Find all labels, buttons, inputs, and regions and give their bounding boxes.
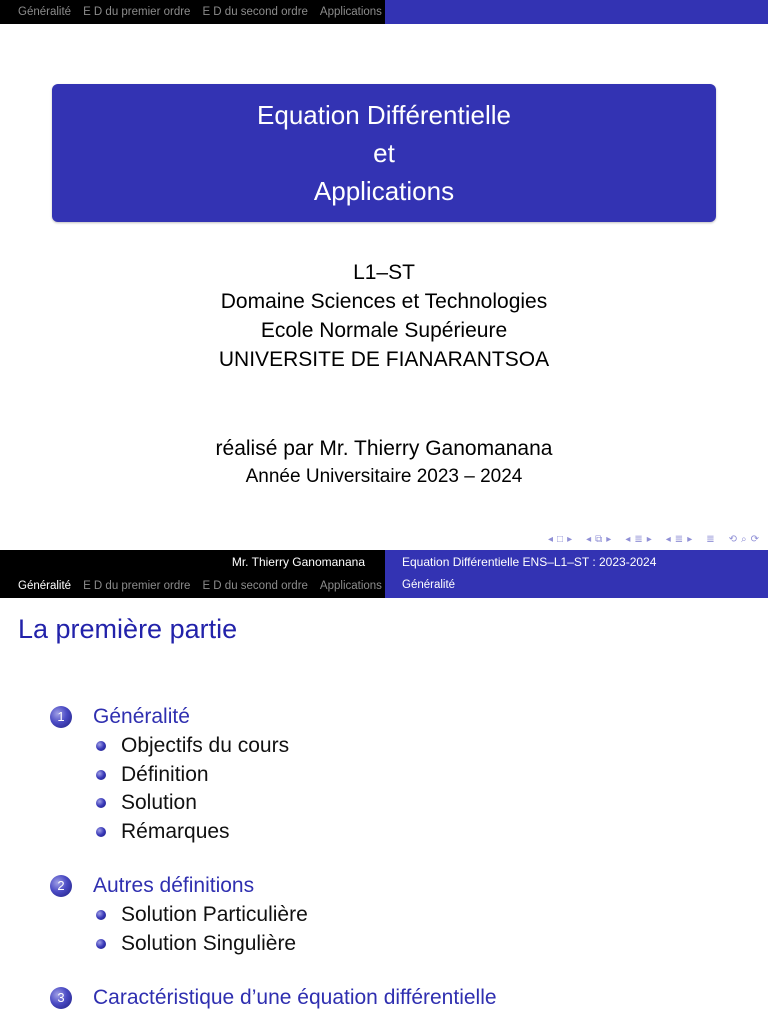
course-level: L1–ST <box>353 261 415 284</box>
section-number-badge: 1 <box>50 706 72 728</box>
bullet-icon <box>96 939 106 949</box>
toc-subsection-label: Solution Particulière <box>121 903 308 927</box>
next-section-icon[interactable]: ▸ <box>687 533 693 545</box>
toc-subsection-label: Rémarques <box>121 819 230 843</box>
toc-section[interactable] <box>50 702 750 732</box>
nav-section-applications[interactable]: Applications <box>319 6 382 18</box>
nav-section-generalite[interactable]: Généralité <box>18 6 72 18</box>
nav-section-premier-ordre[interactable]: E D du premier ordre <box>83 580 191 592</box>
toc-subsection-label: Définition <box>121 762 209 786</box>
toc-subsection[interactable] <box>96 901 750 930</box>
university-name: UNIVERSITE DE FIANARANTSOA <box>218 348 550 371</box>
header-right-panel <box>385 550 768 598</box>
next-frame-icon[interactable]: ▸ <box>606 533 612 545</box>
domain-name: Domaine Sciences et Technologies <box>220 290 548 313</box>
slide-icon[interactable]: □ <box>557 533 564 545</box>
toc-section-label: Autres définitions <box>93 874 255 897</box>
section-nav-list <box>0 0 385 24</box>
school-name: Ecole Normale Supérieure <box>260 319 508 342</box>
nav-section-second-ordre[interactable]: E D du second ordre <box>202 6 308 18</box>
title-block <box>52 84 716 222</box>
header-left-panel <box>0 550 385 598</box>
institution-block <box>0 258 768 374</box>
back-icon[interactable]: ⟲ <box>728 533 737 545</box>
beamer-navigation-symbols <box>547 531 760 547</box>
section-number-badge: 3 <box>50 987 72 1009</box>
title-line-2: et <box>373 138 395 168</box>
toc-subsection[interactable] <box>96 818 750 847</box>
toc-section[interactable] <box>50 983 750 1013</box>
current-section: Généralité <box>402 579 456 591</box>
section-navigation-bar <box>0 0 768 24</box>
academic-year: Année Universitaire 2023 – 2024 <box>245 466 523 487</box>
prev-slide-icon[interactable]: ◂ <box>548 533 554 545</box>
frame-title: La première partie <box>18 614 238 644</box>
section-nav-list <box>0 574 385 598</box>
toc-subsection-label: Solution Singulière <box>121 931 297 955</box>
section-number-badge: 2 <box>50 875 72 897</box>
title-line-3: Applications <box>313 176 455 206</box>
section-icon[interactable]: ≣ <box>674 533 684 545</box>
toc-subsection[interactable] <box>96 732 750 761</box>
toc-section-label: Généralité <box>93 705 190 728</box>
navbar-blue-band <box>385 0 768 24</box>
nav-section-second-ordre[interactable]: E D du second ordre <box>202 580 308 592</box>
document-icon[interactable]: ≣ <box>706 533 715 545</box>
next-subsection-icon[interactable]: ▸ <box>646 533 652 545</box>
bullet-icon <box>96 910 106 920</box>
toc-slide <box>0 550 768 1024</box>
toc-subsection[interactable] <box>96 761 750 790</box>
toc-subsection-label: Solution <box>121 791 197 815</box>
subsection-icon[interactable]: ≣ <box>634 533 643 545</box>
footer-title: Equation Différentielle ENS–L1–ST : 2023-2024 <box>402 555 657 569</box>
toc-subsection[interactable] <box>96 789 750 818</box>
next-slide-icon[interactable]: ▸ <box>567 533 573 545</box>
nav-section-generalite[interactable]: Généralité <box>18 580 72 592</box>
table-of-contents <box>50 702 750 1013</box>
toc-section[interactable] <box>50 871 750 901</box>
author-block <box>0 434 768 490</box>
nav-section-premier-ordre[interactable]: E D du premier ordre <box>83 6 191 18</box>
bullet-icon <box>96 770 106 780</box>
search-icon[interactable]: ⌕ <box>741 533 747 545</box>
nav-section-applications[interactable]: Applications <box>319 580 382 592</box>
bullet-icon <box>96 798 106 808</box>
forward-icon[interactable]: ⟳ <box>750 533 759 545</box>
author-line: réalisé par Mr. Thierry Ganomanana <box>215 437 553 460</box>
title-line-1: Equation Différentielle <box>257 100 511 130</box>
frame-icon[interactable]: ⧉ <box>595 533 603 545</box>
toc-subsection[interactable] <box>96 930 750 959</box>
footer-author: Mr. Thierry Ganomanana <box>231 555 365 569</box>
bullet-icon <box>96 827 106 837</box>
bullet-icon <box>96 741 106 751</box>
toc-subsection-label: Objectifs du cours <box>121 734 290 758</box>
header-band <box>0 550 768 598</box>
prev-frame-icon[interactable]: ◂ <box>586 533 592 545</box>
prev-subsection-icon[interactable]: ◂ <box>625 533 631 545</box>
toc-section-label: Caractéristique d’une équation différentielle <box>93 986 497 1009</box>
prev-section-icon[interactable]: ◂ <box>665 533 671 545</box>
